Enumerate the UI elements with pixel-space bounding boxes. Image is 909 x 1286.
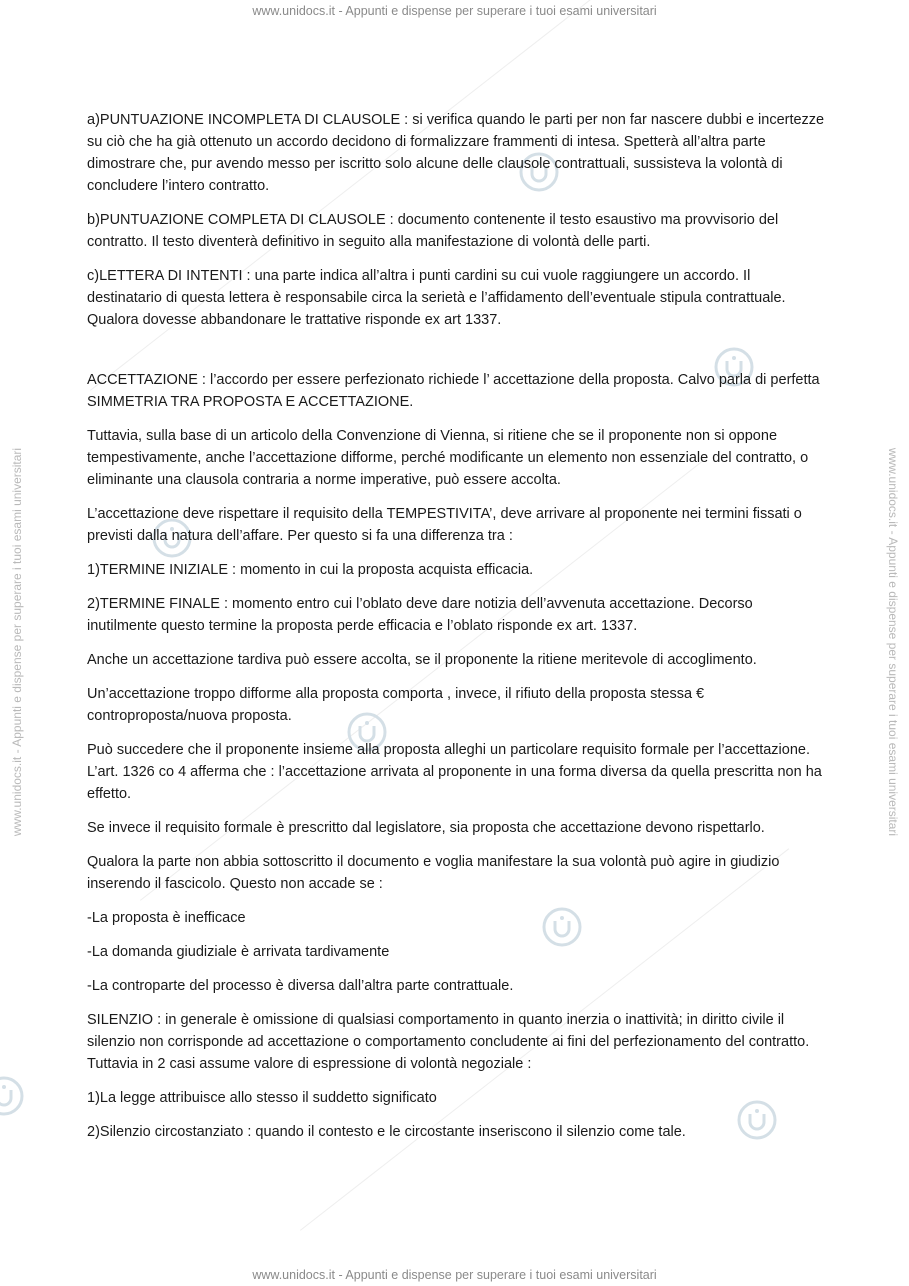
paragraph [87,739,825,805]
paragraph [87,683,825,727]
paragraph [87,265,825,331]
list-item [87,1087,825,1109]
paragraph-term: 2)TERMINE FINALE [87,596,220,612]
paragraph-text: : l’accordo per essere perfezionato richiede l’ accettazione della proposta. Calvo parla di perfetta SIMMETRIA TRA PROPOSTA E ACCETTAZIONE. [87,372,820,410]
paragraph-term: ACCETTAZIONE [87,372,198,388]
paragraph [87,209,825,253]
list-item [87,941,825,963]
paragraph-text: : documento contenente il testo esaustivo ma provvisorio del contratto. Il testo diventerà definitivo in seguito alla manifestazione di volontà delle parti. [87,212,779,250]
watermark-header: www.unidocs.it - Appunti e dispense per superare i tuoi esami universitari [252,4,657,18]
paragraph [87,1009,825,1075]
paragraph [87,425,825,491]
paragraph-text: : momento entro cui l’oblato deve dare notizia dell’avvenuta accettazione. Decorso inutilmente questo termine la proposta perde efficacia e l’oblato risponde ex art. 1337. [87,596,753,634]
paragraph-text: Se invece il requisito formale è prescritto dal legislatore, sia proposta che accettazione devono rispettarlo. [87,820,765,836]
paragraph [87,559,825,581]
paragraph [87,503,825,547]
paragraph [87,851,825,895]
paragraph-text: 2)Silenzio circostanziato : quando il contesto e le circostante inseriscono il silenzio come tale. [87,1124,686,1140]
paragraph-text: Un’accettazione troppo difforme alla proposta comporta , invece, il rifiuto della proposta stessa € controproposta/nuova proposta. [87,686,705,724]
paragraph-text: L’accettazione deve rispettare il requisito della TEMPESTIVITA’, deve arrivare al proponente nei termini fissati o previsti dalla natura dell’affare. Per questo si fa una differenza tra : [87,506,802,544]
watermark-side-left: www.unidocs.it - Appunti e dispense per superare i tuoi esami universitari [10,447,24,837]
paragraph [87,369,825,413]
watermark-footer: www.unidocs.it - Appunti e dispense per superare i tuoi esami universitari [252,1268,657,1282]
paragraph-term: c)LETTERA DI INTENTI [87,268,243,284]
paragraph-text: Può succedere che il proponente insieme alla proposta alleghi un particolare requisito formale per l’accettazione. L’art. 1326 co 4 afferma che : l’accettazione arrivata al proponente in una forma diversa da quella prescritta non ha effetto. [87,742,822,802]
paragraph [87,817,825,839]
paragraph-text: -La domanda giudiziale è arrivata tardivamente [87,944,390,960]
paragraph-text: : si verifica quando le parti per non far nascere dubbi e incertezze su ciò che ha già ottenuto un accordo decidono di formalizzare frammenti di intesa. Spetterà all’altra parte dimostrare che, pur avendo messo per iscritto solo alcune delle clausole contrattuali, sussisteva la volontà di concludere l’intero contratto. [87,112,825,194]
paragraph [87,649,825,671]
list-item [87,1121,825,1143]
paragraph [87,593,825,637]
paragraph-text: Tuttavia, sulla base di un articolo della Convenzione di Vienna, si ritiene che se il proponente non si oppone tempestivamente, anche l’accettazione difforme, perché modificante un elemento non essenziale del contratto, o eliminante una clausola contraria a norme imperative, può essere accolta. [87,428,809,488]
paragraph-text: 1)La legge attribuisce allo stesso il suddetto significato [87,1090,437,1106]
paragraph-text: : momento in cui la proposta acquista efficacia. [228,562,534,578]
paragraph-term: SILENZIO [87,1012,154,1028]
document-body [87,109,825,1155]
paragraph-term: a)PUNTUAZIONE INCOMPLETA DI CLAUSOLE [87,112,401,128]
paragraph-text: -La proposta è inefficace [87,910,246,926]
paragraph [87,109,825,197]
paragraph-term: 1)TERMINE INIZIALE [87,562,228,578]
list-item [87,975,825,997]
list-item [87,907,825,929]
paragraph-term: b)PUNTUAZIONE COMPLETA DI CLAUSOLE [87,212,386,228]
watermark-side-right: www.unidocs.it - Appunti e dispense per superare i tuoi esami universitari [886,447,900,837]
paragraph-text: : in generale è omissione di qualsiasi comportamento in quanto inerzia o inattività; in diritto civile il silenzio non corrisponde ad accettazione o comportamento concludente ai fini del perfezionamento del contratto. Tuttavia in 2 casi assume valore di espressione di volontà negoziale : [87,1012,810,1072]
paragraph-text: -La controparte del processo è diversa dall’altra parte contrattuale. [87,978,514,994]
unidocs-logo-icon [0,1074,26,1118]
paragraph-text: : una parte indica all’altra i punti cardini su cui vuole raggiungere un accordo. Il destinatario di questa lettera è responsabile circa la serietà e l’affidamento dell’eventuale stipula contrattuale. Qualora dovesse abbandonare le trattative risponde ex art 1337. [87,268,786,328]
paragraph-text: Qualora la parte non abbia sottoscritto il documento e voglia manifestare la sua volontà può agire in giudizio inserendo il fascicolo. Questo non accade se : [87,854,780,892]
paragraph-text: Anche un accettazione tardiva può essere accolta, se il proponente la ritiene meritevole di accoglimento. [87,652,757,668]
